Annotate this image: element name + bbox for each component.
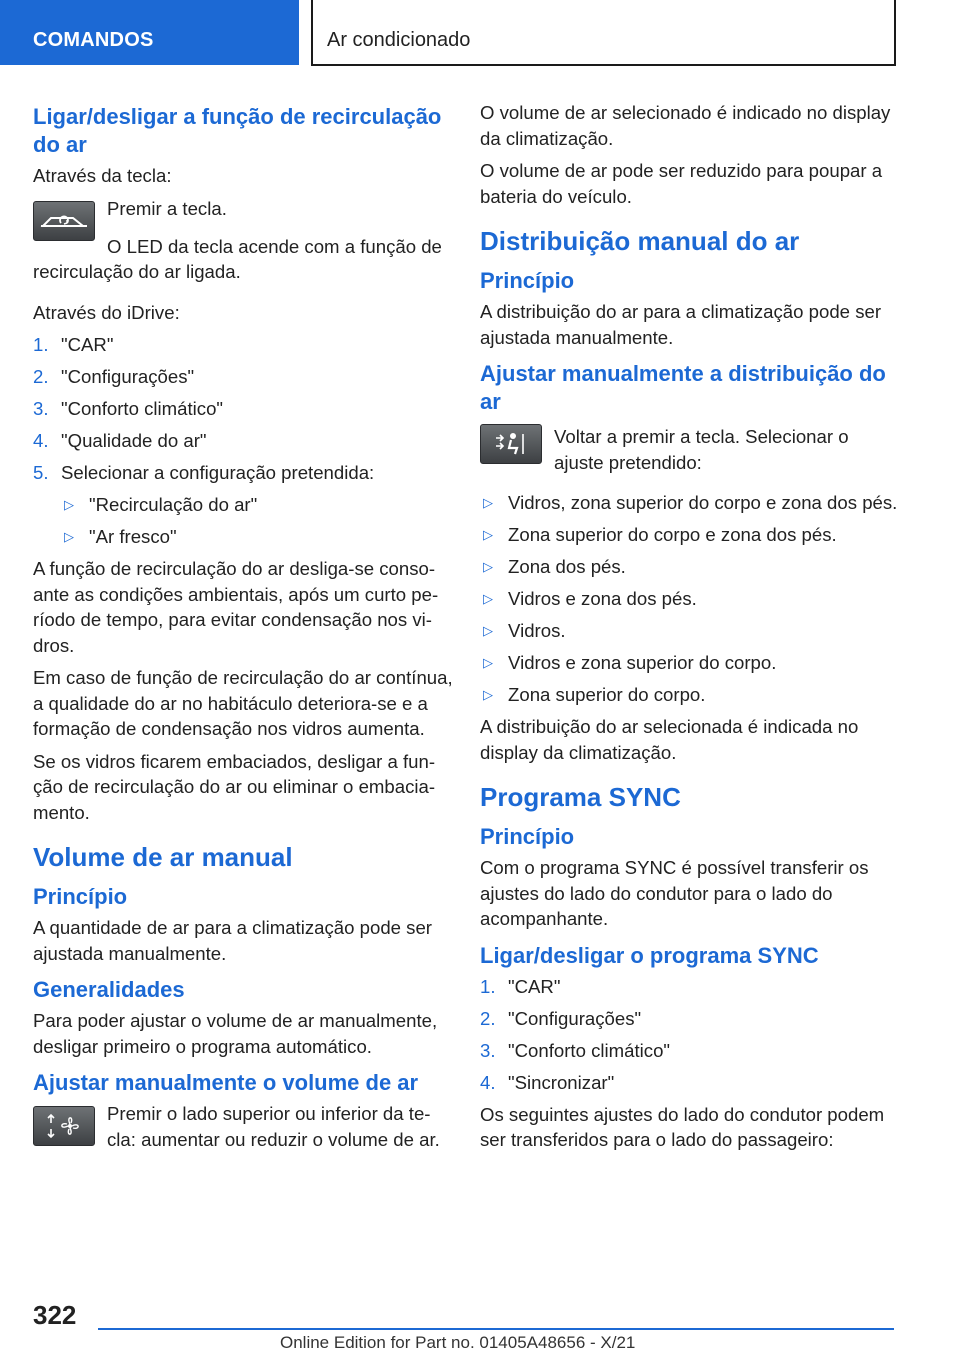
bullet-triangle-icon: ▷ [64, 529, 74, 544]
led-text: O LED da tecla acende com a função de recirculação do ar ligada. [33, 235, 442, 282]
distribution-adjust-heading: Ajustar manualmente a distribuição do ar [480, 361, 886, 414]
via-key-text: Através da tecla: [33, 165, 172, 186]
list-item: 5. Selecionar a configuração pretendida: [33, 462, 375, 483]
distribution-indicated-text: A distribuição do ar selecionada é indicada no display da climatização. [480, 716, 859, 763]
volume-display-text: O volume de ar selecionado é indicado no display da climatização. [480, 102, 891, 149]
recirc-paragraph-3: Se os vidros ficarem embaciados, desligar a função de recirculação do ar ou eliminar o embaciamento. [33, 750, 436, 823]
distribution-heading: Distribuição manual do ar [480, 226, 800, 256]
recirculation-icon [33, 201, 95, 241]
chapter-title: Ar condicionado [327, 29, 471, 51]
bullet-triangle-icon: ▷ [483, 591, 493, 606]
page-number: 322 [33, 1300, 77, 1330]
list-item: 2. "Configurações" [33, 366, 195, 387]
left-column [33, 100, 453, 1159]
bullet-triangle-icon: ▷ [483, 559, 493, 574]
list-item: ▷ Vidros e zona dos pés. [480, 586, 900, 612]
section-tab [0, 0, 299, 65]
distribution-principle-heading: Princípio [480, 268, 575, 293]
list-item: ▷ "Recirculação do ar" [33, 492, 453, 518]
sync-toggle-heading: Ligar/desligar o programa SYNC [480, 942, 819, 968]
volume-principle-heading: Princípio [33, 884, 128, 909]
list-item: 4. "Sincronizar" [480, 1071, 615, 1093]
bullet-triangle-icon: ▷ [483, 623, 493, 638]
list-item: 1. "CAR" [480, 975, 561, 997]
list-item: 4. "Qualidade do ar" [33, 430, 207, 451]
volume-general-heading: Generalidades [33, 977, 185, 1002]
recirc-heading: Ligar/desligar a função de recirculação do ar [33, 104, 442, 157]
volume-principle-text: A quantidade de ar para a climatização pode ser ajustada manualmente. [33, 917, 432, 964]
edition-text: Online Edition for Part no. 01405A48656 - X/21 [280, 1333, 636, 1352]
volume-general-text: Para poder ajustar o volume de ar manualmente, desligar primeiro o programa automático. [33, 1010, 438, 1057]
air-distribution-icon [480, 424, 542, 464]
via-idrive-text: Através do iDrive: [33, 301, 180, 323]
volume-battery-text: O volume de ar pode ser reduzido para poupar a bateria do veículo. [480, 160, 883, 207]
right-column [480, 100, 900, 1160]
footer-divider [98, 1328, 894, 1330]
bullet-triangle-icon: ▷ [483, 655, 493, 670]
fan-icon [33, 1106, 95, 1146]
recirc-key-row [33, 196, 453, 248]
distribution-adjust-text: Voltar a premir a tecla. Selecionar o ajuste pretendido: [554, 426, 849, 473]
distribution-principle-text: A distribuição do ar para a climatização pode ser ajustada manualmente. [480, 301, 882, 348]
sync-principle-text: Com o programa SYNC é possível transferir os ajustes do lado do condutor para o lado do acompanhante. [480, 857, 869, 929]
list-item: ▷ Vidros e zona superior do corpo. [480, 650, 900, 676]
list-item: ▷ Vidros, zona superior do corpo e zona dos pés. [480, 490, 900, 516]
recirc-steps [33, 332, 453, 486]
sync-transfer-text: Os seguintes ajustes do lado do condutor podem ser transferidos para o lado do passageiro: [480, 1103, 885, 1150]
recirc-paragraph-1: A função de recirculação do ar desliga-se consoante as condições ambientais, após um curto período de tempo, para evitar condensação nos vidros. [33, 558, 439, 656]
fan-key-row [33, 1101, 453, 1153]
section-title: COMANDOS [33, 29, 154, 51]
list-item: ▷ Zona dos pés. [480, 554, 900, 580]
distribution-key-row [480, 424, 900, 476]
fan-adjust-text: Premir o lado superior ou inferior da tecla: aumentar ou reduzir o volume de ar. [107, 1103, 440, 1150]
chapter-header [311, 0, 896, 66]
distribution-options [480, 490, 900, 708]
bullet-triangle-icon: ▷ [483, 687, 493, 702]
list-item: 3. "Conforto climático" [480, 1039, 671, 1061]
recirc-options [33, 492, 453, 550]
recirc-paragraph-2: Em caso de função de recirculação do ar contínua, a qualidade do ar no habitáculo deteriora-se e a formação de condensação nos vidros aumenta. [33, 667, 453, 739]
list-item: ▷ "Ar fresco" [33, 524, 453, 550]
sync-principle-heading: Princípio [480, 824, 575, 849]
list-item: 1. "CAR" [33, 334, 114, 355]
list-item: 3. "Conforto climático" [33, 398, 224, 419]
list-item: 2. "Configurações" [480, 1007, 642, 1029]
list-item: ▷ Vidros. [480, 618, 900, 644]
sync-heading: Programa SYNC [480, 782, 681, 812]
bullet-triangle-icon: ▷ [483, 527, 493, 542]
volume-heading: Volume de ar manual [33, 842, 293, 872]
bullet-triangle-icon: ▷ [483, 495, 493, 510]
list-item: ▷ Zona superior do corpo e zona dos pés. [480, 522, 900, 548]
sync-steps [480, 974, 900, 1096]
press-key-text: Premir a tecla. [107, 197, 227, 219]
list-item: ▷ Zona superior do corpo. [480, 682, 900, 708]
bullet-triangle-icon: ▷ [64, 497, 74, 512]
volume-adjust-heading: Ajustar manualmente o volume de ar [33, 1070, 419, 1095]
